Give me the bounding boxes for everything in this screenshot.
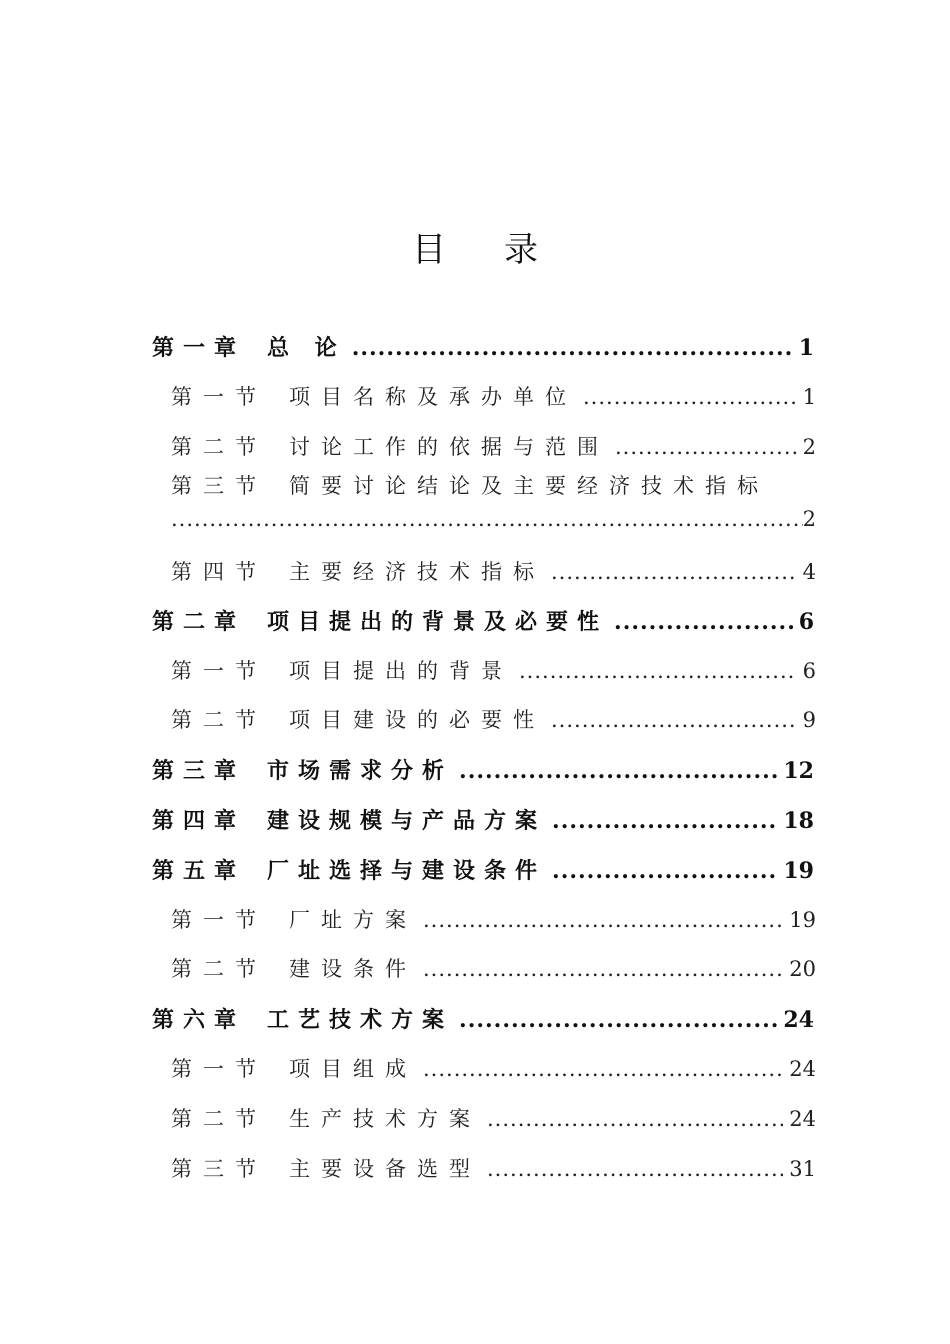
section-number: 第一节 bbox=[171, 385, 267, 409]
section-number: 第二节 bbox=[171, 435, 267, 459]
section-number: 第一节 bbox=[171, 908, 267, 932]
toc-section-6-1[interactable] bbox=[171, 1053, 816, 1087]
section-number: 第四节 bbox=[171, 560, 267, 584]
section-number: 第二节 bbox=[171, 708, 267, 732]
toc-section-6-3[interactable] bbox=[171, 1153, 816, 1187]
chapter-title: 工艺技术方案 bbox=[267, 1007, 454, 1033]
toc-chapter-6[interactable] bbox=[152, 1003, 814, 1037]
section-title: 主要经济技术指标 bbox=[289, 560, 545, 584]
toc-label bbox=[152, 804, 546, 835]
page-number: 24 bbox=[789, 1057, 816, 1081]
chapter-title: 市场需求分析 bbox=[267, 758, 454, 784]
toc-chapter-5[interactable] bbox=[152, 854, 814, 888]
page-number: 12 bbox=[783, 758, 814, 784]
chapter-number: 第五章 bbox=[152, 858, 246, 884]
section-title: 简要讨论结论及主要经济技术指标 bbox=[289, 474, 769, 498]
toc-section-1-4[interactable] bbox=[171, 556, 816, 590]
page-number: 19 bbox=[783, 858, 814, 884]
toc-section-6-2[interactable] bbox=[171, 1103, 816, 1137]
toc-section-2-2[interactable] bbox=[171, 704, 816, 738]
dot-leader bbox=[614, 609, 793, 635]
toc-label bbox=[171, 904, 417, 934]
toc-label bbox=[171, 655, 513, 685]
page-number: 24 bbox=[783, 1007, 814, 1033]
toc-section-1-1[interactable] bbox=[171, 381, 816, 415]
dot-leader bbox=[352, 335, 793, 361]
chapter-number: 第三章 bbox=[152, 758, 246, 784]
dot-leader bbox=[551, 560, 797, 584]
dot-leader bbox=[552, 858, 777, 884]
dot-leader bbox=[171, 507, 803, 531]
toc-label bbox=[171, 1153, 481, 1183]
chapter-title: 建设规模与产品方案 bbox=[267, 808, 547, 834]
toc-label bbox=[171, 381, 577, 411]
toc-label bbox=[171, 431, 609, 461]
section-title: 建设条件 bbox=[289, 957, 417, 981]
page-number: 1 bbox=[798, 335, 814, 361]
toc-chapter-2[interactable] bbox=[152, 605, 814, 639]
page-number: 6 bbox=[798, 609, 814, 635]
section-title: 项目提出的背景 bbox=[289, 659, 513, 683]
toc-section-5-1[interactable] bbox=[171, 904, 816, 938]
chapter-number: 第六章 bbox=[152, 1007, 246, 1033]
page-number: 2 bbox=[802, 507, 816, 531]
page-number: 1 bbox=[802, 385, 816, 409]
section-title: 生产技术方案 bbox=[289, 1107, 481, 1131]
dot-leader bbox=[551, 708, 797, 732]
page-number: 19 bbox=[789, 908, 816, 932]
toc-label bbox=[171, 556, 545, 586]
section-title: 厂址方案 bbox=[289, 908, 417, 932]
section-title: 主要设备选型 bbox=[289, 1157, 481, 1181]
toc-label bbox=[152, 854, 546, 885]
chapter-title: 项目提出的背景及必要性 bbox=[267, 609, 609, 635]
dot-leader bbox=[519, 659, 797, 683]
page-number: 31 bbox=[789, 1157, 816, 1181]
chapter-title: 厂址选择与建设条件 bbox=[267, 858, 547, 884]
chapter-number: 第一章 bbox=[152, 335, 246, 361]
toc-chapter-4[interactable] bbox=[152, 804, 814, 838]
section-number: 第三节 bbox=[171, 1157, 267, 1181]
toc-section-1-2[interactable] bbox=[171, 431, 816, 465]
toc-section-1-3[interactable] bbox=[171, 470, 816, 500]
toc-label bbox=[152, 605, 608, 636]
toc-label bbox=[171, 1103, 481, 1133]
dot-leader bbox=[487, 1157, 783, 1181]
toc-label bbox=[152, 1003, 453, 1034]
section-number: 第一节 bbox=[171, 1057, 267, 1081]
dot-leader bbox=[615, 435, 797, 459]
toc-label bbox=[171, 953, 417, 983]
page-number: 20 bbox=[789, 957, 816, 981]
chapter-number: 第二章 bbox=[152, 609, 246, 635]
dot-leader bbox=[423, 1057, 783, 1081]
dot-leader bbox=[487, 1107, 783, 1131]
toc-label bbox=[171, 1053, 417, 1083]
toc-label bbox=[152, 331, 346, 362]
section-title: 讨论工作的依据与范围 bbox=[289, 435, 609, 459]
page-number: 2 bbox=[802, 435, 816, 459]
section-number: 第一节 bbox=[171, 659, 267, 683]
chapter-title: 总 论 bbox=[267, 335, 346, 361]
section-title: 项目名称及承办单位 bbox=[289, 385, 577, 409]
page-number: 4 bbox=[802, 560, 816, 584]
toc-section-1-3-leader-line[interactable] bbox=[171, 507, 816, 531]
page-number: 9 bbox=[802, 708, 816, 732]
page-number: 18 bbox=[783, 808, 814, 834]
toc-section-2-1[interactable] bbox=[171, 655, 816, 689]
toc-chapter-3[interactable] bbox=[152, 754, 814, 788]
dot-leader bbox=[583, 385, 797, 409]
dot-leader bbox=[552, 808, 777, 834]
toc-section-5-2[interactable] bbox=[171, 953, 816, 987]
dot-leader bbox=[423, 957, 783, 981]
page-number: 24 bbox=[789, 1107, 816, 1131]
toc-label bbox=[171, 704, 545, 734]
section-number: 第二节 bbox=[171, 1107, 267, 1131]
toc-chapter-1[interactable] bbox=[152, 331, 814, 365]
dot-leader bbox=[459, 758, 777, 784]
section-number: 第三节 bbox=[171, 474, 267, 498]
toc-label bbox=[152, 754, 453, 785]
dot-leader bbox=[459, 1007, 777, 1033]
dot-leader bbox=[423, 908, 783, 932]
page-title: 目录 bbox=[412, 230, 596, 270]
section-title: 项目组成 bbox=[289, 1057, 417, 1081]
section-number: 第二节 bbox=[171, 957, 267, 981]
chapter-number: 第四章 bbox=[152, 808, 246, 834]
section-title: 项目建设的必要性 bbox=[289, 708, 545, 732]
page-number: 6 bbox=[802, 659, 816, 683]
